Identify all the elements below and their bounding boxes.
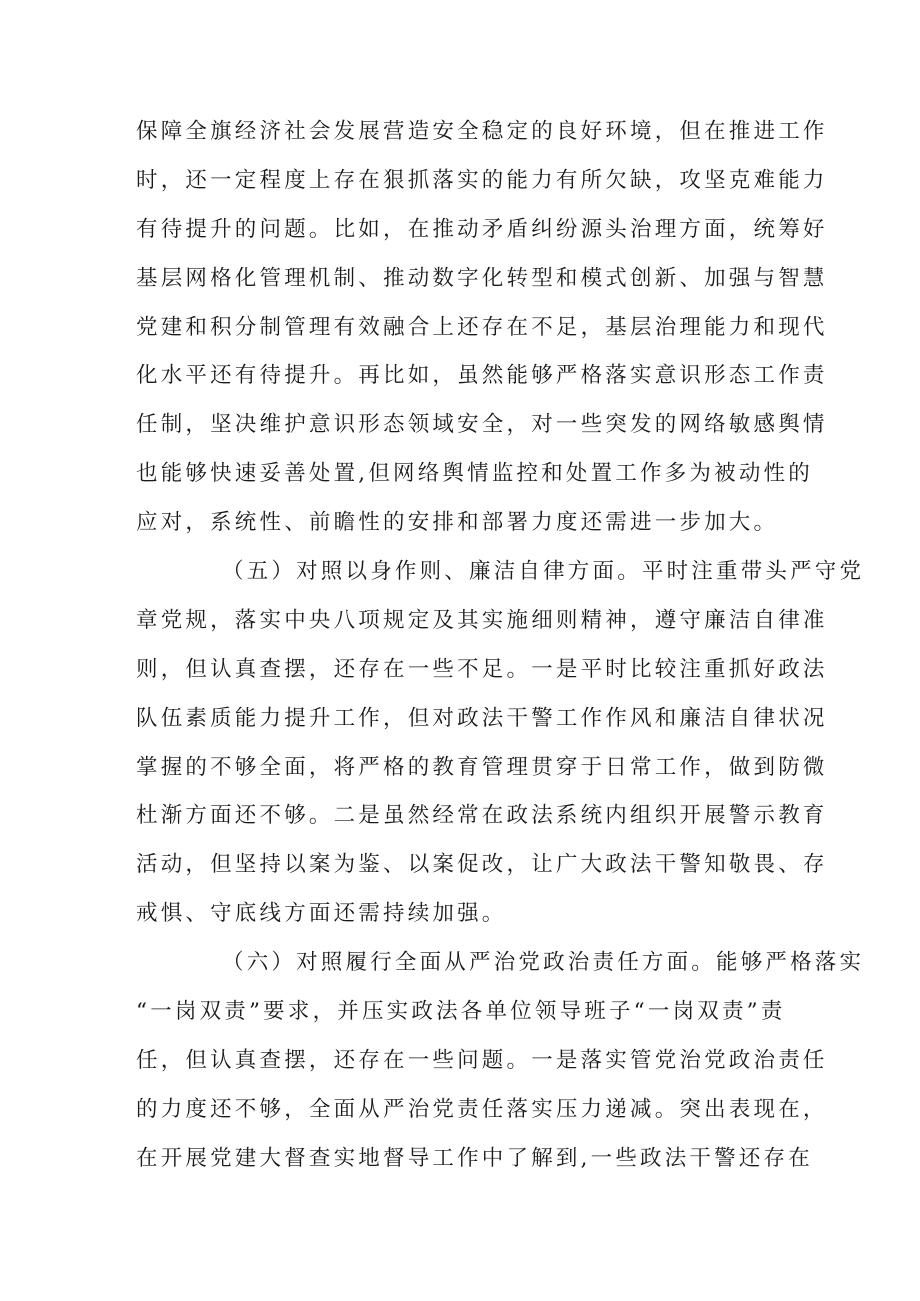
text-line: “一岗双责”要求，并压实政法各单位领导班子“一岗双责”责: [136, 999, 786, 1025]
text-line: 党建和积分制管理有效融合上还存在不足，基层治理能力和现代: [136, 314, 828, 340]
text-line: 章党规，落实中央八项规定及其实施细则精神，遵守廉洁自律准: [136, 607, 828, 633]
text-line: 有待提升的问题。比如，在推动矛盾纠纷源头治理方面，统筹好: [136, 216, 828, 242]
text-line: 的力度还不够，全面从严治党责任落实压力递减。突出表现在，: [136, 1096, 828, 1122]
text-line: 掌握的不够全面，将严格的教育管理贯穿于日常工作，做到防微: [136, 754, 828, 780]
text-line: 保障全旗经济社会发展营造安全稳定的良好环境，但在推进工作: [136, 119, 828, 144]
text-line: 在开展党建大督查实地督导工作中了解到,一些政法干警还存在: [136, 1145, 813, 1171]
text-line: 则，但认真查摆，还存在一些不足。一是平时比较注重抓好政法: [136, 656, 828, 682]
text-line: 化水平还有待提升。再比如，虽然能够严格落实意识形态工作责: [136, 363, 828, 389]
text-line: 戒惧、守底线方面还需持续加强。: [136, 901, 507, 927]
text-line: 也能够快速妥善处置,但网络舆情监控和处置工作多为被动性的: [136, 461, 813, 487]
paragraph-heading-6: （六）对照履行全面从严治党政治责任方面。能够严格落实: [222, 950, 865, 976]
text-line: 活动，但坚持以案为鉴、以案促改，让广大政法干警知敬畏、存: [136, 852, 828, 878]
text-line: 应对，系统性、前瞻性的安排和部署力度还需进一步加大。: [136, 510, 779, 536]
text-line: 基层网格化管理机制、推动数字化转型和模式创新、加强与智慧: [136, 265, 828, 291]
text-line: 任制，坚决维护意识形态领域安全，对一些突发的网络敏感舆情: [136, 412, 828, 438]
text-line: 任，但认真查摆，还存在一些问题。一是落实管党治党政治责任: [136, 1047, 828, 1073]
document-body: [136, 108, 865, 1184]
paragraph-heading-5: （五）对照以身作则、廉洁自律方面。平时注重带头严守党: [222, 559, 865, 585]
text-line: 时，还一定程度上存在狠抓落实的能力有所欠缺，攻坚克难能力: [136, 167, 828, 193]
text-line: 杜渐方面还不够。二是虽然经常在政法系统内组织开展警示教育: [136, 803, 828, 829]
text-line: 队伍素质能力提升工作，但对政法干警工作作风和廉洁自律状况: [136, 705, 828, 731]
